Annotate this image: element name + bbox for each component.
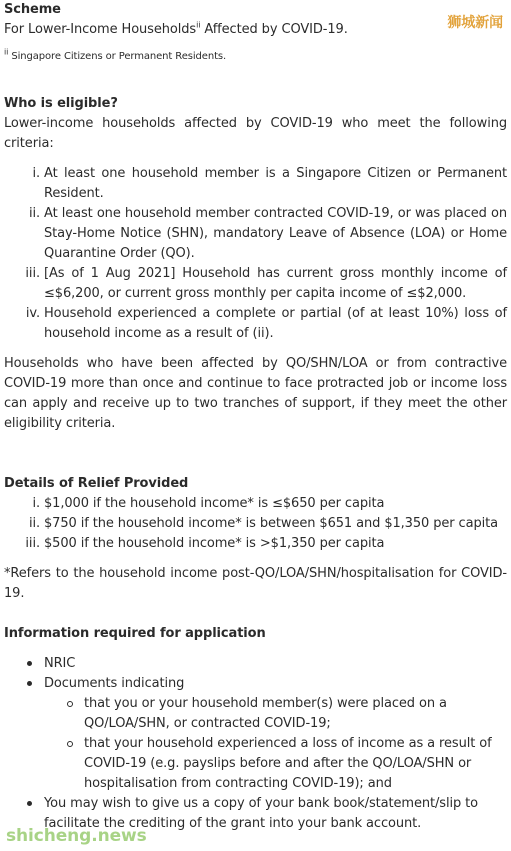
- scheme-footnote: [4, 47, 226, 67]
- criteria-number: iii.: [25, 266, 40, 281]
- nric-label: NRIC: [44, 656, 76, 671]
- relief-text: $750 if the household income* is between $651 and $1,350 per capita: [44, 516, 499, 531]
- relief-item: [0, 534, 511, 554]
- scheme-footnote-text: Singapore Citizens or Permanent Residents.: [8, 51, 227, 62]
- relief-item: [0, 514, 511, 534]
- application-list: [0, 654, 511, 834]
- doc-item-text: that your household experienced a loss of income as a result of COVID-19 (e.g. payslips before and after the QO/LOA/SHN or hospitalisation from contracting COVID-19); and: [84, 736, 492, 791]
- criteria-item: [0, 264, 511, 304]
- circle-bullet-icon: [67, 741, 73, 747]
- relief-number: i.: [32, 496, 40, 511]
- criteria-number: iv.: [25, 306, 40, 321]
- doc-item-text: that you or your household member(s) were placed on a QO/LOA/SHN, or contracted COVID-19;: [84, 696, 447, 731]
- relief-footnote: *Refers to the household income post-QO/LOA/SHN/hospitalisation for COVID-19.: [4, 566, 507, 601]
- bullet-icon: [27, 681, 32, 686]
- criteria-item: [0, 164, 511, 204]
- criteria-number: ii.: [28, 206, 40, 221]
- relief-number: iii.: [25, 536, 40, 551]
- scheme-title-suffix: Affected by COVID-19.: [200, 22, 348, 37]
- eligibility-intro: Lower-income households affected by COVID-19 who meet the following criteria:: [4, 116, 507, 151]
- bullet-icon: [27, 661, 32, 666]
- eligibility-heading: Who is eligible?: [4, 96, 118, 111]
- relief-list: [0, 494, 511, 554]
- scheme-title-prefix: For Lower-Income Households: [4, 22, 197, 37]
- relief-heading: Details of Relief Provided: [4, 476, 189, 491]
- bullet-icon: [27, 801, 32, 806]
- circle-bullet-icon: [67, 701, 73, 707]
- criteria-number: i.: [32, 166, 40, 181]
- relief-text: $500 if the household income* is >$1,350 per capita: [44, 536, 385, 551]
- watermark-logo-top: 狮城新闻: [447, 15, 503, 31]
- relief-number: ii.: [28, 516, 40, 531]
- scheme-title-sup: ii: [196, 20, 201, 30]
- watermark-logo-bottom: shicheng.news: [6, 826, 147, 846]
- eligibility-note: Households who have been affected by QO/SHN/LOA or from contractive COVID-19 more than once and continue to face protracted job or income loss can apply and receive up to two tranches of support, if they meet the other eligibility criteria.: [4, 356, 507, 431]
- sub-list-item: [84, 694, 494, 734]
- criteria-item: [0, 304, 511, 344]
- list-item: [44, 674, 511, 694]
- application-heading: Information required for application: [4, 626, 266, 641]
- relief-item: [0, 494, 511, 514]
- eligibility-criteria-list: [0, 164, 511, 344]
- criteria-item: [0, 204, 511, 264]
- list-item: [44, 654, 511, 674]
- criteria-text: At least one household member contracted COVID-19, or was placed on Stay-Home Notice (SHN), mandatory Leave of Absence (LOA) or Home Quarantine Order (QO).: [44, 206, 507, 261]
- scheme-title: [4, 20, 348, 40]
- relief-text: $1,000 if the household income* is ≤$650 per capita: [44, 496, 385, 511]
- criteria-text: Household experienced a complete or partial (of at least 10%) loss of household income as a result of (ii).: [44, 306, 507, 341]
- criteria-text: [As of 1 Aug 2021] Household has current gross monthly income of ≤$6,200, or current gross monthly per capita income of ≤$2,000.: [44, 266, 507, 301]
- criteria-text: At least one household member is a Singapore Citizen or Permanent Resident.: [44, 166, 507, 201]
- bank-note: You may wish to give us a copy of your bank book/statement/slip to facilitate the crediting of the grant into your bank account.: [44, 796, 479, 831]
- scheme-label: Scheme: [4, 2, 61, 17]
- sub-list-item: [84, 734, 504, 794]
- scheme-footnote-sup: ii: [4, 47, 9, 57]
- documents-label: Documents indicating: [44, 676, 185, 691]
